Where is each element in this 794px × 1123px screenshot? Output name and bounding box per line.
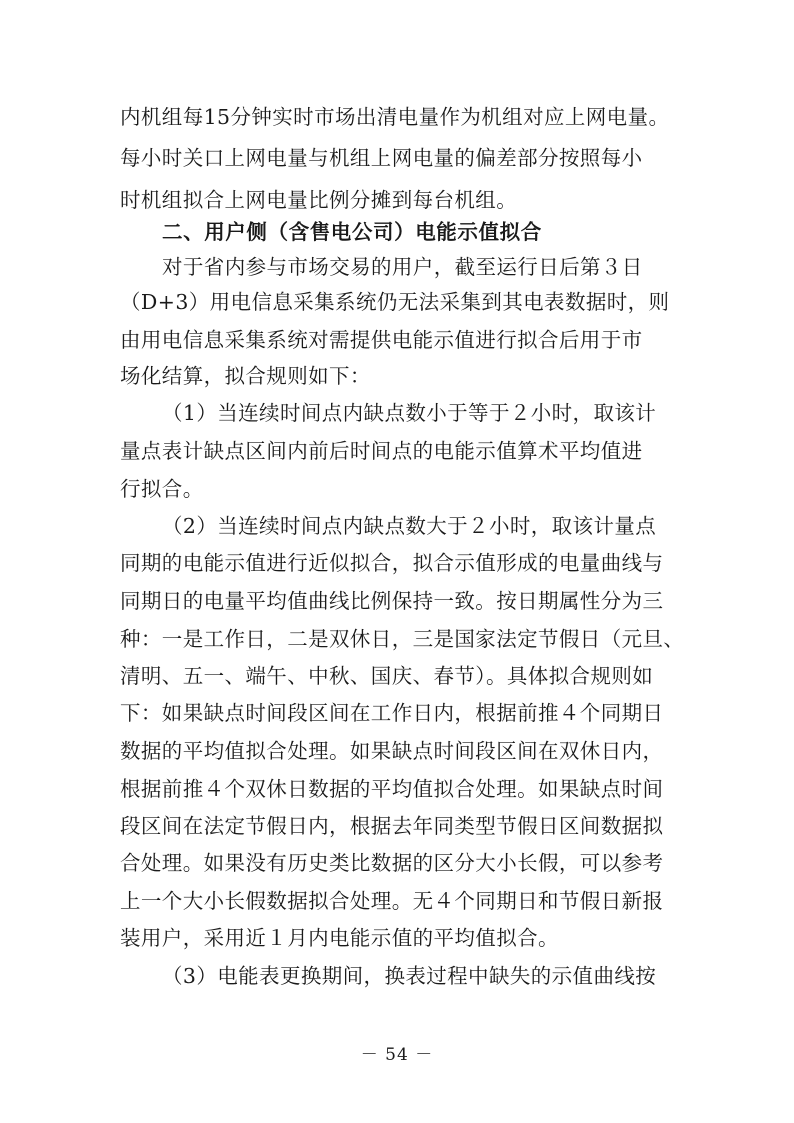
body-line: 由用电信息采集系统对需提供电能示值进行拟合后用于市 [120, 328, 643, 352]
body-line: 种：一是工作日，二是双休日，三是国家法定节假日（元旦、 [120, 627, 685, 651]
body-line: 行拟合。 [120, 477, 204, 501]
body-line: 装用户，采用近１月内电能示值的平均值拟合。 [120, 926, 559, 950]
body-line: 同期的电能示值进行近似拟合，拟合示值形成的电量曲线与 [120, 551, 664, 575]
body-line: 场化结算，拟合规则如下： [120, 364, 371, 388]
body-line: 上一个大小长假数据拟合处理。无４个同期日和节假日新报 [120, 889, 664, 913]
body-line: 根据前推４个双休日数据的平均值拟合处理。如果缺点时间 [120, 777, 664, 801]
body-line: 数据的平均值拟合处理。如果缺点时间段区间在双休日内， [120, 739, 664, 763]
body-line: 下：如果缺点时间段区间在工作日内，根据前推４个同期日 [120, 701, 664, 725]
body-line: 清明、五一、端午、中秋、国庆、春节）。具体拟合规则如 [120, 664, 654, 688]
page-number: － 54 － [360, 1045, 434, 1065]
body-line: （1）当连续时间点内缺点数小于等于２小时，取该计 [162, 401, 657, 425]
body-line: 内机组每15分钟实时市场出清电量作为机组对应上网电量。 [120, 105, 670, 129]
body-line: 合处理。如果没有历史类比数据的区分大小长假，可以参考 [120, 851, 664, 875]
body-line: 段区间在法定节假日内，根据去年同类型节假日区间数据拟 [120, 814, 664, 838]
section-heading: 二、用户侧（含售电公司）电能示值拟合 [162, 220, 542, 244]
body-line: （2）当连续时间点内缺点数大于２小时，取该计量点 [162, 514, 657, 538]
body-line: 时机组拟合上网电量比例分摊到每台机组。 [120, 188, 518, 212]
body-line: 每小时关口上网电量与机组上网电量的偏差部分按照每小 [120, 146, 643, 170]
body-line: 量点表计缺点区间内前后时间点的电能示值算术平均值进 [120, 439, 643, 463]
body-line: （3）电能表更换期间，换表过程中缺失的示值曲线按 [162, 964, 657, 988]
body-line: 同期日的电量平均值曲线比例保持一致。按日期属性分为三 [120, 589, 664, 613]
body-line: 对于省内参与市场交易的用户，截至运行日后第３日 [162, 255, 643, 279]
body-line: （D+3）用电信息采集系统仍无法采集到其电表数据时，则 [120, 290, 670, 314]
